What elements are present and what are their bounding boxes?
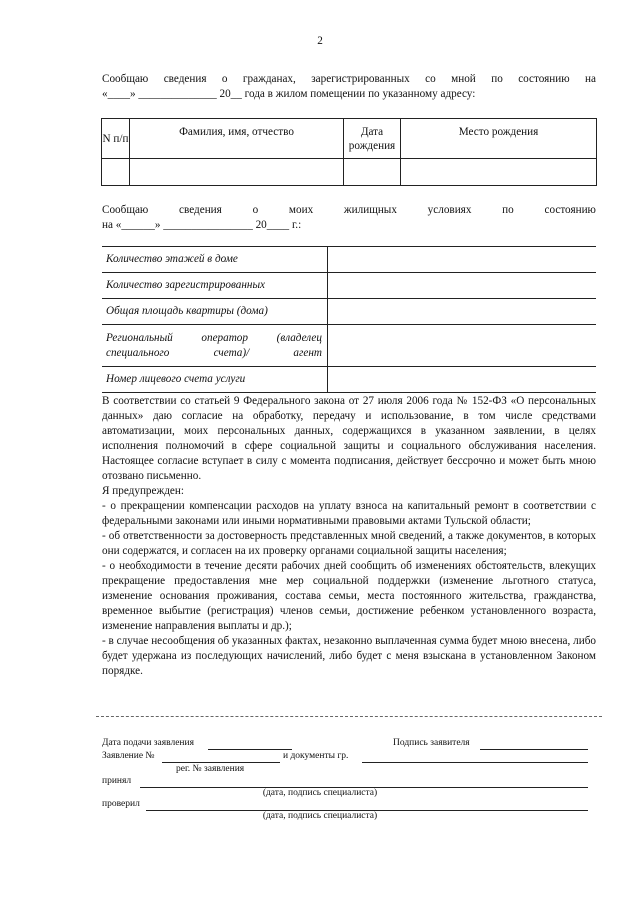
checked-caption: (дата, подпись специалиста) — [262, 811, 378, 821]
housing-table — [102, 246, 596, 393]
header-full-name: Фамилия, имя, отчество — [130, 119, 344, 159]
warning-item: - в случае несообщения об указанных фактах, незаконно выплаченная сумма будет мною внесена, либо будет удержана из последующих начислений, либо будет с меня взыскана в установленном Законом порядке. — [102, 635, 596, 677]
accepted-label: принял — [102, 776, 132, 786]
housing-row-label — [102, 325, 328, 367]
accepted-caption: (дата, подпись специалиста) — [262, 788, 378, 798]
table-cell — [344, 159, 401, 186]
housing-intro-line2: на «______» ________________ 20____ г.: — [102, 219, 302, 231]
separator-line — [96, 716, 602, 717]
citizens-intro-line2: «____» ______________ 20__ года в жилом помещении по указанному адресу: — [102, 88, 476, 100]
regional-operator-label: Региональный оператор (владелец специального счета)/ агент — [106, 331, 322, 359]
header-number: N п/п — [102, 119, 130, 159]
warned-heading: Я предупрежден: — [102, 485, 184, 497]
intro-word: о — [252, 204, 259, 216]
header-birth-place: Место рождения — [401, 119, 597, 159]
housing-row-value — [328, 273, 597, 299]
warning-item: - об ответственности за достоверность представленных мной сведений, а также документов, в которых они содержатся, и согласен на их проверку органами социальной защиты населения; — [102, 530, 596, 557]
intro-word: по — [502, 204, 514, 216]
housing-row — [102, 299, 596, 325]
housing-row-label: Количество зарегистрированных — [102, 273, 328, 299]
date-label: Дата подачи заявления — [102, 738, 194, 748]
housing-row — [102, 247, 596, 273]
housing-row-value — [328, 325, 597, 367]
consent-block — [102, 394, 596, 679]
signature-line — [480, 749, 588, 750]
housing-row-label: Количество этажей в доме — [102, 247, 328, 273]
citizens-table — [101, 118, 597, 186]
intro-word: жилищных — [343, 204, 397, 216]
housing-row — [102, 273, 596, 299]
warning-item: - о прекращении компенсации расходов на уплату взноса на капитальный ремонт в соответствии с федеральными законами или иными нормативными правовыми актами Тульской области; — [102, 500, 596, 527]
reg-label: рег. № заявления — [176, 764, 245, 774]
intro-word: сведения — [179, 204, 222, 216]
table-cell — [130, 159, 344, 186]
table-cell — [102, 159, 130, 186]
citizens-table-header — [102, 119, 597, 159]
housing-row — [102, 367, 596, 393]
page-number: 2 — [317, 35, 323, 47]
application-number-line — [162, 762, 280, 763]
intro-word: состоянию — [544, 204, 596, 216]
intro-word: условиях — [427, 204, 472, 216]
housing-row-value — [328, 299, 597, 325]
documents-line — [362, 762, 588, 763]
date-line — [208, 749, 292, 750]
housing-intro-line1 — [102, 203, 596, 218]
housing-row-label: Общая площадь квартиры (дома) — [102, 299, 328, 325]
housing-row-value — [328, 247, 597, 273]
signature-label: Подпись заявителя — [393, 738, 470, 748]
housing-row — [102, 325, 596, 367]
header-birth-date: Дата рождения — [344, 119, 401, 159]
intro-word: Сообщаю — [102, 204, 149, 216]
housing-row-value — [328, 367, 597, 393]
table-cell — [401, 159, 597, 186]
citizens-table-empty-row — [102, 159, 597, 186]
application-label: Заявление № — [102, 751, 155, 761]
documents-label: и документы гр. — [283, 751, 349, 761]
consent-paragraph: В соответствии со статьей 9 Федерального закона от 27 июля 2006 года № 152-ФЗ «О персональных данных» даю согласие на обработку, передачу и использование, в том числе средствами автоматизации, моих персональных данных, содержащихся в указанном заявлении, в целях исполнения полномочий в сфере социальной защиты и социального обслуживания населения. Настоящее согласие вступает в силу с момента подписания, действует бессрочно и может быть мною отозвано письменно. — [102, 395, 596, 482]
warning-item: - о необходимости в течение десяти рабочих дней сообщить об изменениях обстоятельств, влекущих прекращение предоставления мне мер социальной поддержки (изменение льготного статуса, изменение основания проживания, состава семьи, места постоянного жительства, гражданства, временное выбытие (регистрация) членов семьи, достижение ребенком установленного возраста, изменение направления выплаты и др.); — [102, 560, 596, 632]
checked-label: проверил — [102, 799, 140, 809]
housing-row-label: Номер лицевого счета услуги — [102, 367, 328, 393]
citizens-intro-line1: Сообщаю сведения о гражданах, зарегистрированных со мной по состоянию на — [102, 73, 596, 85]
intro-word: моих — [288, 204, 314, 216]
